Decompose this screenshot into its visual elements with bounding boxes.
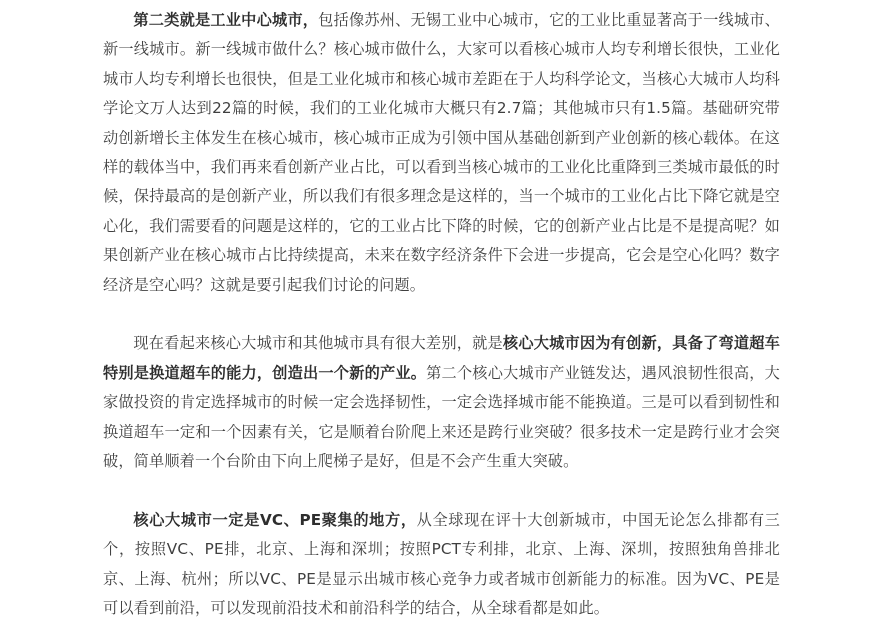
article-body <box>103 6 780 624</box>
paragraph-core-city-differences <box>103 329 780 476</box>
bold-text: 核心大城市因为有创新，具备了弯道超车特别是换道超车的能力，创造出一个新的产业。 <box>103 334 781 382</box>
paragraph-vc-pe <box>103 506 780 624</box>
body-text: 包括像苏州、无锡工业中心城市，它的工业比重显著高于一线城市、新一线城市。新一线城市做什么？核心城市做什么，大家可以看核心城市人均专利增长很快，工业化城市人均专利增长也很快，但是工业化城市和核心城市差距在于人均科学论文，当核心大城市人均科学论文万人达到22篇的时候，我们的工业化城市大概只有2.7篇；其他城市只有1.5篇。基础研究带动创新增长主体发生在核心城市，核心城市正成为引领中国从基础创新到产业创新的核心载体。在这样的载体当中，我们再来看创新产业占比，可以看到当核心城市的工业化比重降到三类城市最低的时候，保持最高的是创新产业，所以我们有很多理念是这样的，当一个城市的工业化占比下降它就是空心化，我们需要看的问题是这样的，它的工业占比下降的时候，它的创新产业占比是不是提高呢？如果创新产业在核心城市占比持续提高，未来在数字经济条件下会进一步提高，它会是空心化吗？数字经济是空心吗？这就是要引起我们讨论的问题。 <box>103 11 780 294</box>
bold-text: 核心大城市一定是VC、PE聚集的地方， <box>133 510 417 529</box>
body-text: 现在看起来核心大城市和其他城市具有很大差别，就是 <box>133 334 503 353</box>
bold-text: 第二类就是工业中心城市， <box>133 11 319 29</box>
body-text: 从全球现在评十大创新城市，中国无论怎么排都有三个，按照VC、PE排，北京、上海和深圳；按照PCT专利排，北京、上海、深圳，按照独角兽排北京、上海、杭州；所以VC、PE是显示出城市核心竞争力或者城市创新能力的标准。因为VC、PE是可以看到前沿，可以发现前沿技术和前沿科学的结合，从全球看都是如此。 <box>103 510 780 618</box>
paragraph-industrial-cities <box>103 6 780 300</box>
body-text: 第二个核心大城市产业链发达，遇风浪韧性很高，大家做投资的肯定选择城市的时候一定会选择韧性，一定会选择城市能不能换道。三是可以看到韧性和换道超车一定和一个因素有关，它是顺着台阶爬上来还是跨行业突破？很多技术一定是跨行业才会突破，简单顺着一个台阶由下向上爬梯子是好，但是不会产生重大突破。 <box>103 363 780 471</box>
